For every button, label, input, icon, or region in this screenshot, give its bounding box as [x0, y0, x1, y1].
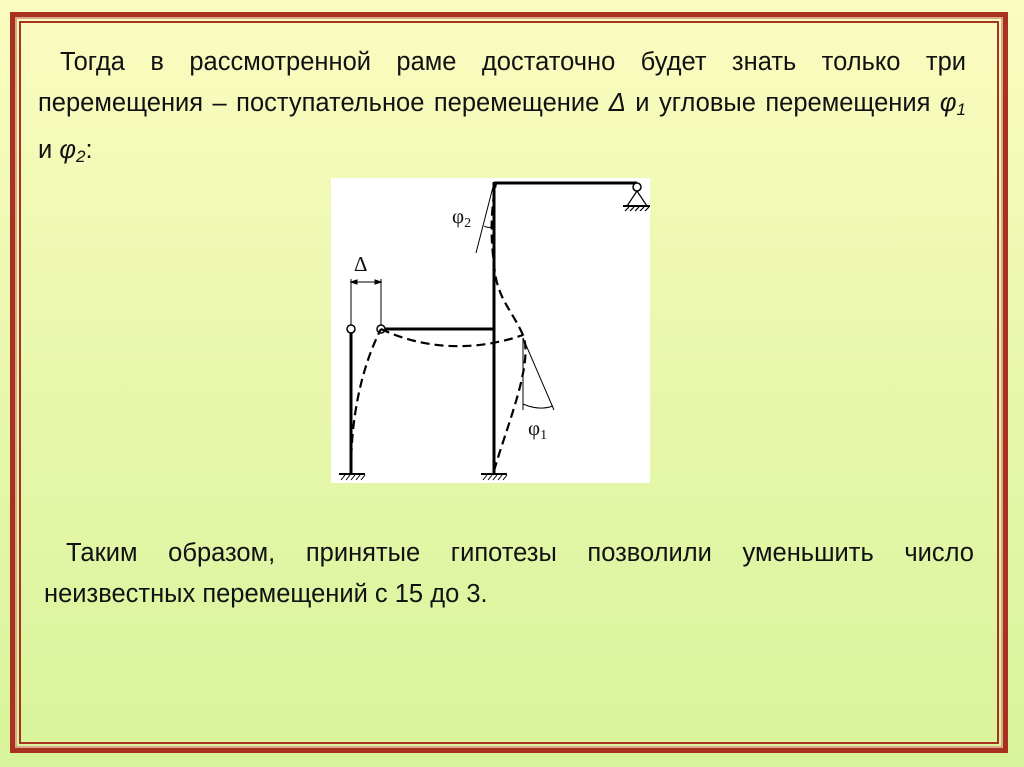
phi1-label: $\varphi_1$ — [528, 416, 548, 443]
intro-paragraph — [38, 42, 966, 177]
delta-label: Δ — [354, 252, 368, 276]
intro-text-mid: и угловые перемещения — [625, 89, 940, 117]
intro-text-and: и — [38, 136, 60, 164]
hinge-left — [347, 325, 355, 333]
deformed-crossbar — [381, 329, 523, 346]
pinned-support-right — [623, 191, 650, 211]
hinge-right-support — [633, 183, 641, 191]
fixed-support-left — [339, 474, 365, 480]
conclusion-paragraph — [44, 533, 974, 615]
phi2-subscript: 2 — [75, 147, 86, 166]
phi2-symbol: φ — [59, 136, 76, 164]
deformed-left-column — [351, 329, 381, 471]
phi1-subscript: 1 — [956, 100, 966, 119]
deformed-lower-middle — [494, 335, 526, 471]
frame-displacement-diagram — [331, 178, 650, 483]
intro-text-end: : — [85, 136, 93, 164]
phi1-symbol: φ — [939, 89, 957, 117]
phi1-angle — [523, 338, 554, 410]
intro-text: Тогда в рассмотренной раме достаточно будет знать только три перемещения – поступательное перемещение — [38, 48, 966, 117]
phi2-label: $\varphi_2$ — [452, 204, 472, 231]
conclusion-text: Таким образом, принятые гипотезы позволили уменьшить число неизвестных перемещений с 15 до 3. — [44, 539, 974, 608]
delta-dimension — [351, 279, 381, 325]
fixed-support-middle — [481, 474, 507, 480]
diagram-svg — [331, 178, 650, 483]
deformed-upper-middle — [492, 183, 523, 335]
delta-symbol: Δ — [608, 89, 626, 117]
